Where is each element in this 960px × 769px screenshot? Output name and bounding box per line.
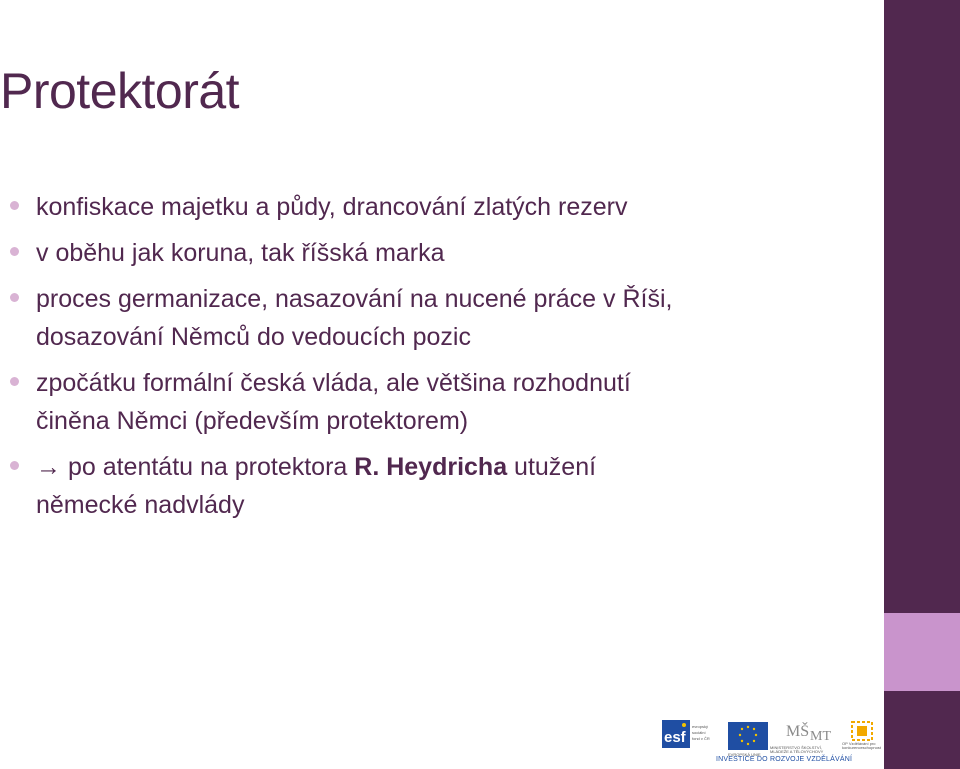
esf-subtext-2: sociální [692, 730, 706, 735]
bullet-text [36, 453, 596, 519]
bullet-text-after: utužení německé nadvlády [36, 453, 597, 519]
bullet-dot-icon [10, 377, 19, 386]
svg-text:esf: esf [664, 729, 686, 746]
bullet-item [10, 448, 810, 524]
bullet-dot-icon [10, 201, 19, 210]
eu-label: EVROPSKÁ UNIE [728, 752, 761, 757]
footer-caption: INVESTICE DO ROZVOJE VZDĚLÁVÁNÍ [716, 756, 853, 763]
bullet-item [10, 234, 810, 272]
decorative-sidebar [884, 0, 960, 769]
bullet-dot-icon [10, 461, 19, 470]
op-label: OP Vzdělávání pro konkurenceschopnost [842, 741, 881, 750]
esf-subtext-1: evropský [692, 724, 709, 729]
slide-title: Protektorát [0, 63, 240, 119]
bullet-text-before: → po atentátu na protektora [36, 453, 355, 481]
sidebar-block-dark-bottom [884, 691, 960, 769]
bullet-text: v oběhu jak koruna, tak říšská marka [36, 239, 445, 267]
svg-text:MT: MT [810, 729, 831, 744]
bullet-item [10, 188, 810, 226]
bullet-text: zpočátku formální česká vláda, ale většina rozhodnutí činěna Němci (především protektorem) [36, 369, 631, 435]
msmt-label: MINISTERSTVO ŠKOLSTVÍ, MLÁDEŽE A TĚLOVÝCHOVY [770, 745, 824, 754]
footer-logos [662, 718, 884, 766]
sidebar-block-dark [884, 0, 960, 613]
bullet-item [10, 280, 810, 356]
svg-text:MŠ: MŠ [786, 723, 810, 740]
bullet-item [10, 364, 810, 440]
esf-subtext-3: fond v ČR [692, 736, 710, 741]
bullet-dot-icon [10, 293, 19, 302]
bullet-text: konfiskace majetku a půdy, drancování zlatých rezerv [36, 193, 628, 221]
sidebar-block-light [884, 613, 960, 691]
eu-flag-icon [728, 722, 768, 750]
bullet-list [10, 188, 810, 532]
bullet-text: proces germanizace, nasazování na nucené práce v Říši, dosazování Němců do vedoucích pozic [36, 285, 673, 351]
bullet-text-bold: R. Heydricha [354, 453, 508, 481]
bullet-dot-icon [10, 247, 19, 256]
